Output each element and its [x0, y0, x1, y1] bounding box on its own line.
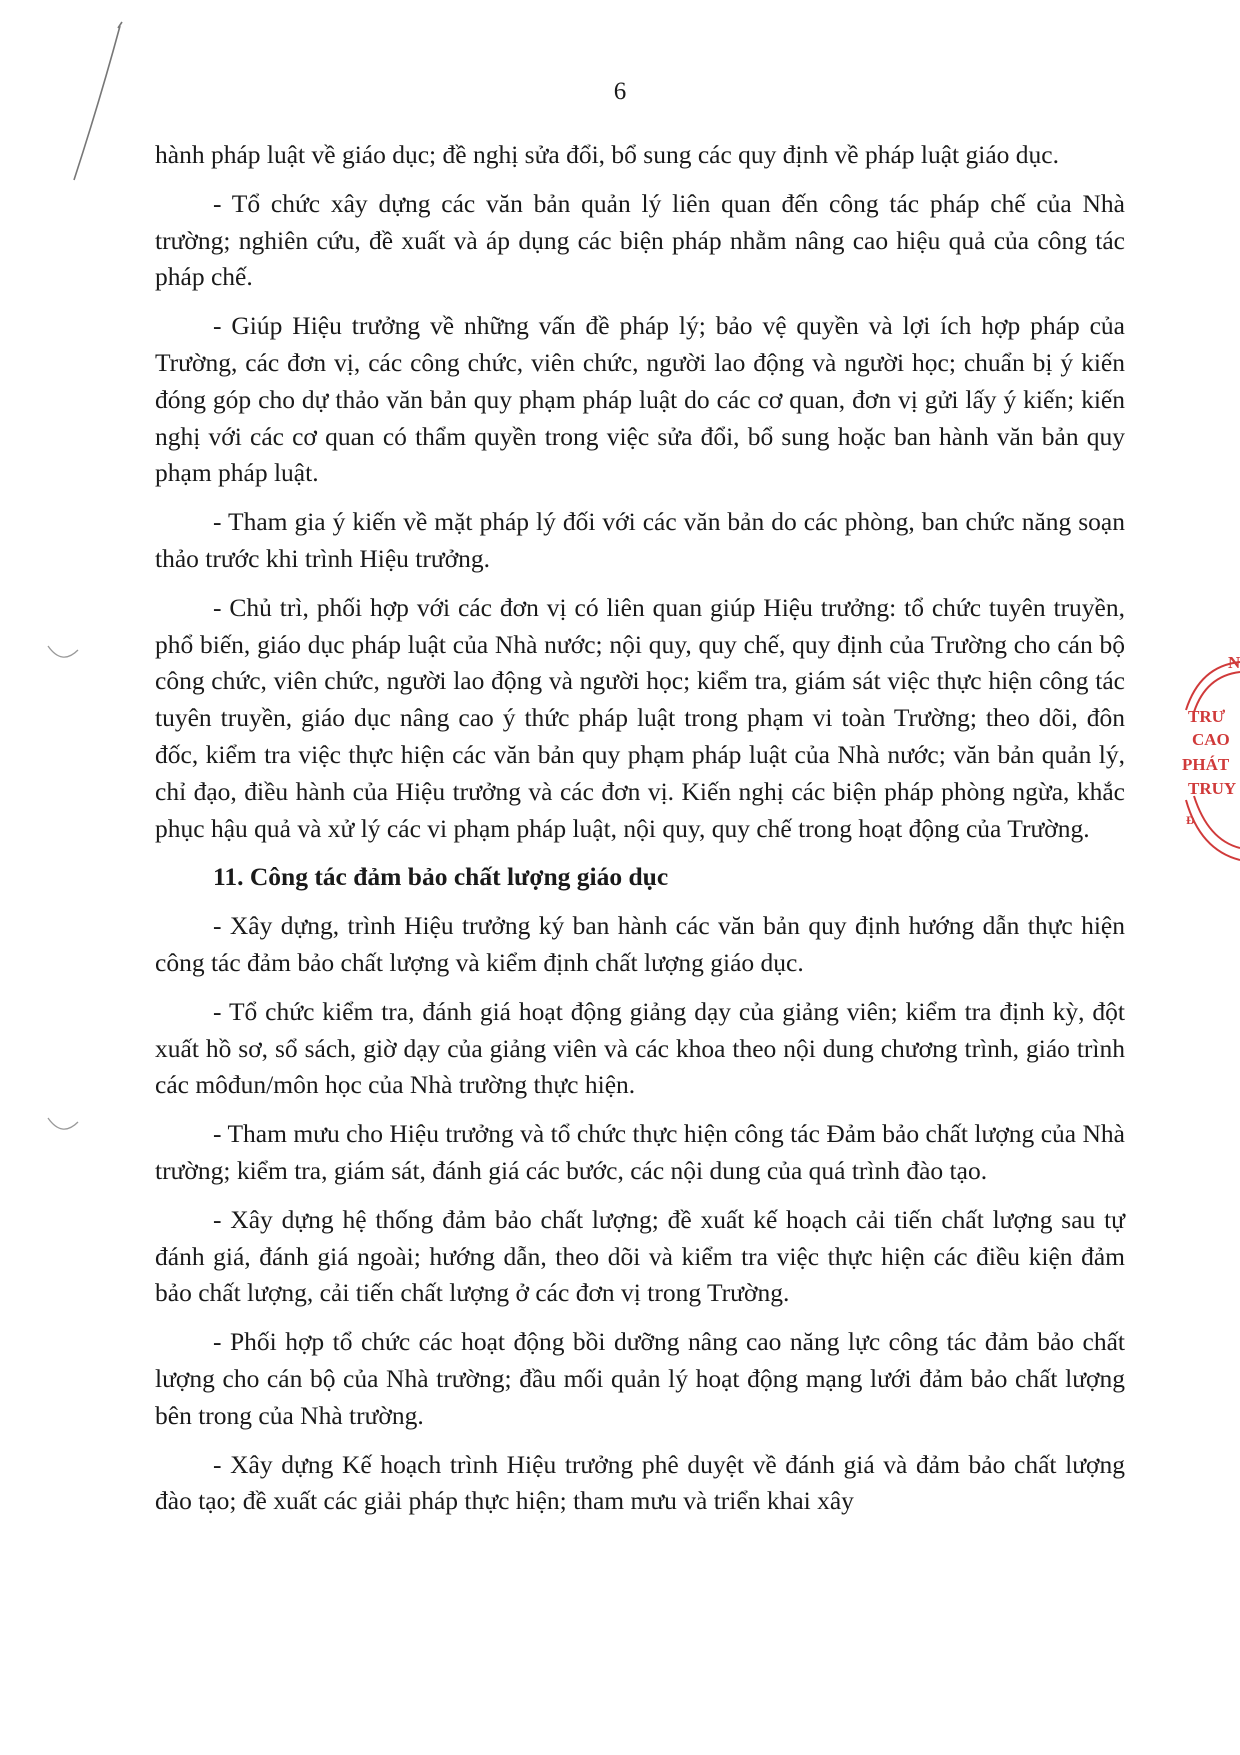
seal-text-5: Đ	[1186, 813, 1195, 827]
official-seal	[1180, 650, 1240, 880]
list-item-paragraph: - Tham mưu cho Hiệu trưởng và tổ chức thực hiện công tác Đảm bảo chất lượng của Nhà trường; kiểm tra, giám sát, đánh giá các bước, các nội dung của quá trình đào tạo.	[155, 1119, 1125, 1185]
list-item-paragraph: - Chủ trì, phối hợp với các đơn vị có liên quan giúp Hiệu trưởng: tổ chức tuyên truyền, phổ biến, giáo dục pháp luật của Nhà nước; nội quy, quy chế, quy định của Trường cho cán bộ công chức, viên chức, người lao động và người học; kiểm tra, giám sát việc thực hiện công tác tuyên truyền, giáo dục nâng cao ý thức pháp luật trong phạm vi toàn Trường; theo dõi, đôn đốc, kiểm tra việc thực hiện các văn bản quy phạm pháp luật của Nhà nước; văn bản quản lý, chỉ đạo, điều hành của Hiệu trưởng và các đơn vị. Kiến nghị các biện pháp phòng ngừa, khắc phục hậu quả và xử lý các vi phạm pháp luật, nội quy, quy chế trong hoạt động của Trường.	[155, 592, 1125, 843]
body-text	[155, 137, 1125, 1532]
continuation-paragraph: hành pháp luật về giáo dục; đề nghị sửa đổi, bổ sung các quy định về pháp luật giáo dục.	[155, 140, 1059, 169]
list-item-paragraph: - Phối hợp tổ chức các hoạt động bồi dưỡng nâng cao năng lực công tác đảm bảo chất lượng cho cán bộ của Nhà trường; đầu mối quản lý hoạt động mạng lưới đảm bảo chất lượng bên trong của Nhà trường.	[155, 1327, 1125, 1430]
seal-text-4: TRUY	[1188, 779, 1237, 798]
list-item-paragraph: - Xây dựng hệ thống đảm bảo chất lượng; đề xuất kế hoạch cải tiến chất lượng sau tự đánh giá, đánh giá ngoài; hướng dẫn, theo dõi và kiểm tra việc thực hiện các điều kiện đảm bảo chất lượng, cải tiến chất lượng ở các đơn vị trong Trường.	[155, 1204, 1125, 1308]
list-item-paragraph: - Giúp Hiệu trưởng về những vấn đề pháp lý; bảo vệ quyền và lợi ích hợp pháp của Trường, các đơn vị, các công chức, viên chức, người lao động và người học; chuẩn bị ý kiến đóng góp cho dự thảo văn bản quy phạm pháp luật do các cơ quan, đơn vị gửi lấy ý kiến; kiến nghị với các cơ quan có thẩm quyền trong việc sửa đổi, bổ sung hoặc ban hành văn bản quy phạm pháp luật.	[155, 311, 1125, 488]
page-number: 6	[613, 78, 627, 105]
list-item-paragraph: - Tham gia ý kiến về mặt pháp lý đối với các văn bản do các phòng, ban chức năng soạn thảo trước khi trình Hiệu trưởng.	[155, 507, 1125, 573]
punch-hole-mark-lower	[44, 1112, 84, 1142]
seal-icon	[1180, 650, 1240, 880]
seal-text-0: N	[1228, 653, 1240, 672]
seal-text-1: TRƯ	[1188, 707, 1226, 726]
list-item-paragraph: - Xây dựng Kế hoạch trình Hiệu trưởng phê duyệt về đánh giá và đảm bảo chất lượng đào tạo; đề xuất các giải pháp thực hiện; tham mưu và triển khai xây	[155, 1449, 1125, 1516]
seal-text-3: PHÁT	[1182, 755, 1230, 774]
punch-hole-mark-upper	[44, 640, 84, 670]
list-item-paragraph: - Xây dựng, trình Hiệu trưởng ký ban hành các văn bản quy định hướng dẫn thực hiện công tác đảm bảo chất lượng và kiểm định chất lượng giáo dục.	[155, 911, 1125, 977]
seal-text-2: CAO	[1192, 730, 1230, 749]
list-item-paragraph: - Tổ chức kiểm tra, đánh giá hoạt động giảng dạy của giảng viên; kiểm tra định kỳ, đột xuất hồ sơ, sổ sách, giờ dạy của giảng viên và các khoa theo nội dung chương trình, giáo trình các môđun/môn học của Nhà trường thực hiện.	[155, 996, 1125, 1100]
list-item-paragraph: - Tổ chức xây dựng các văn bản quản lý liên quan đến công tác pháp chế của Nhà trường; nghiên cứu, đề xuất và áp dụng các biện pháp nhằm nâng cao hiệu quả của công tác pháp chế.	[155, 188, 1125, 292]
section-heading: 11. Công tác đảm bảo chất lượng giáo dục	[213, 862, 669, 892]
